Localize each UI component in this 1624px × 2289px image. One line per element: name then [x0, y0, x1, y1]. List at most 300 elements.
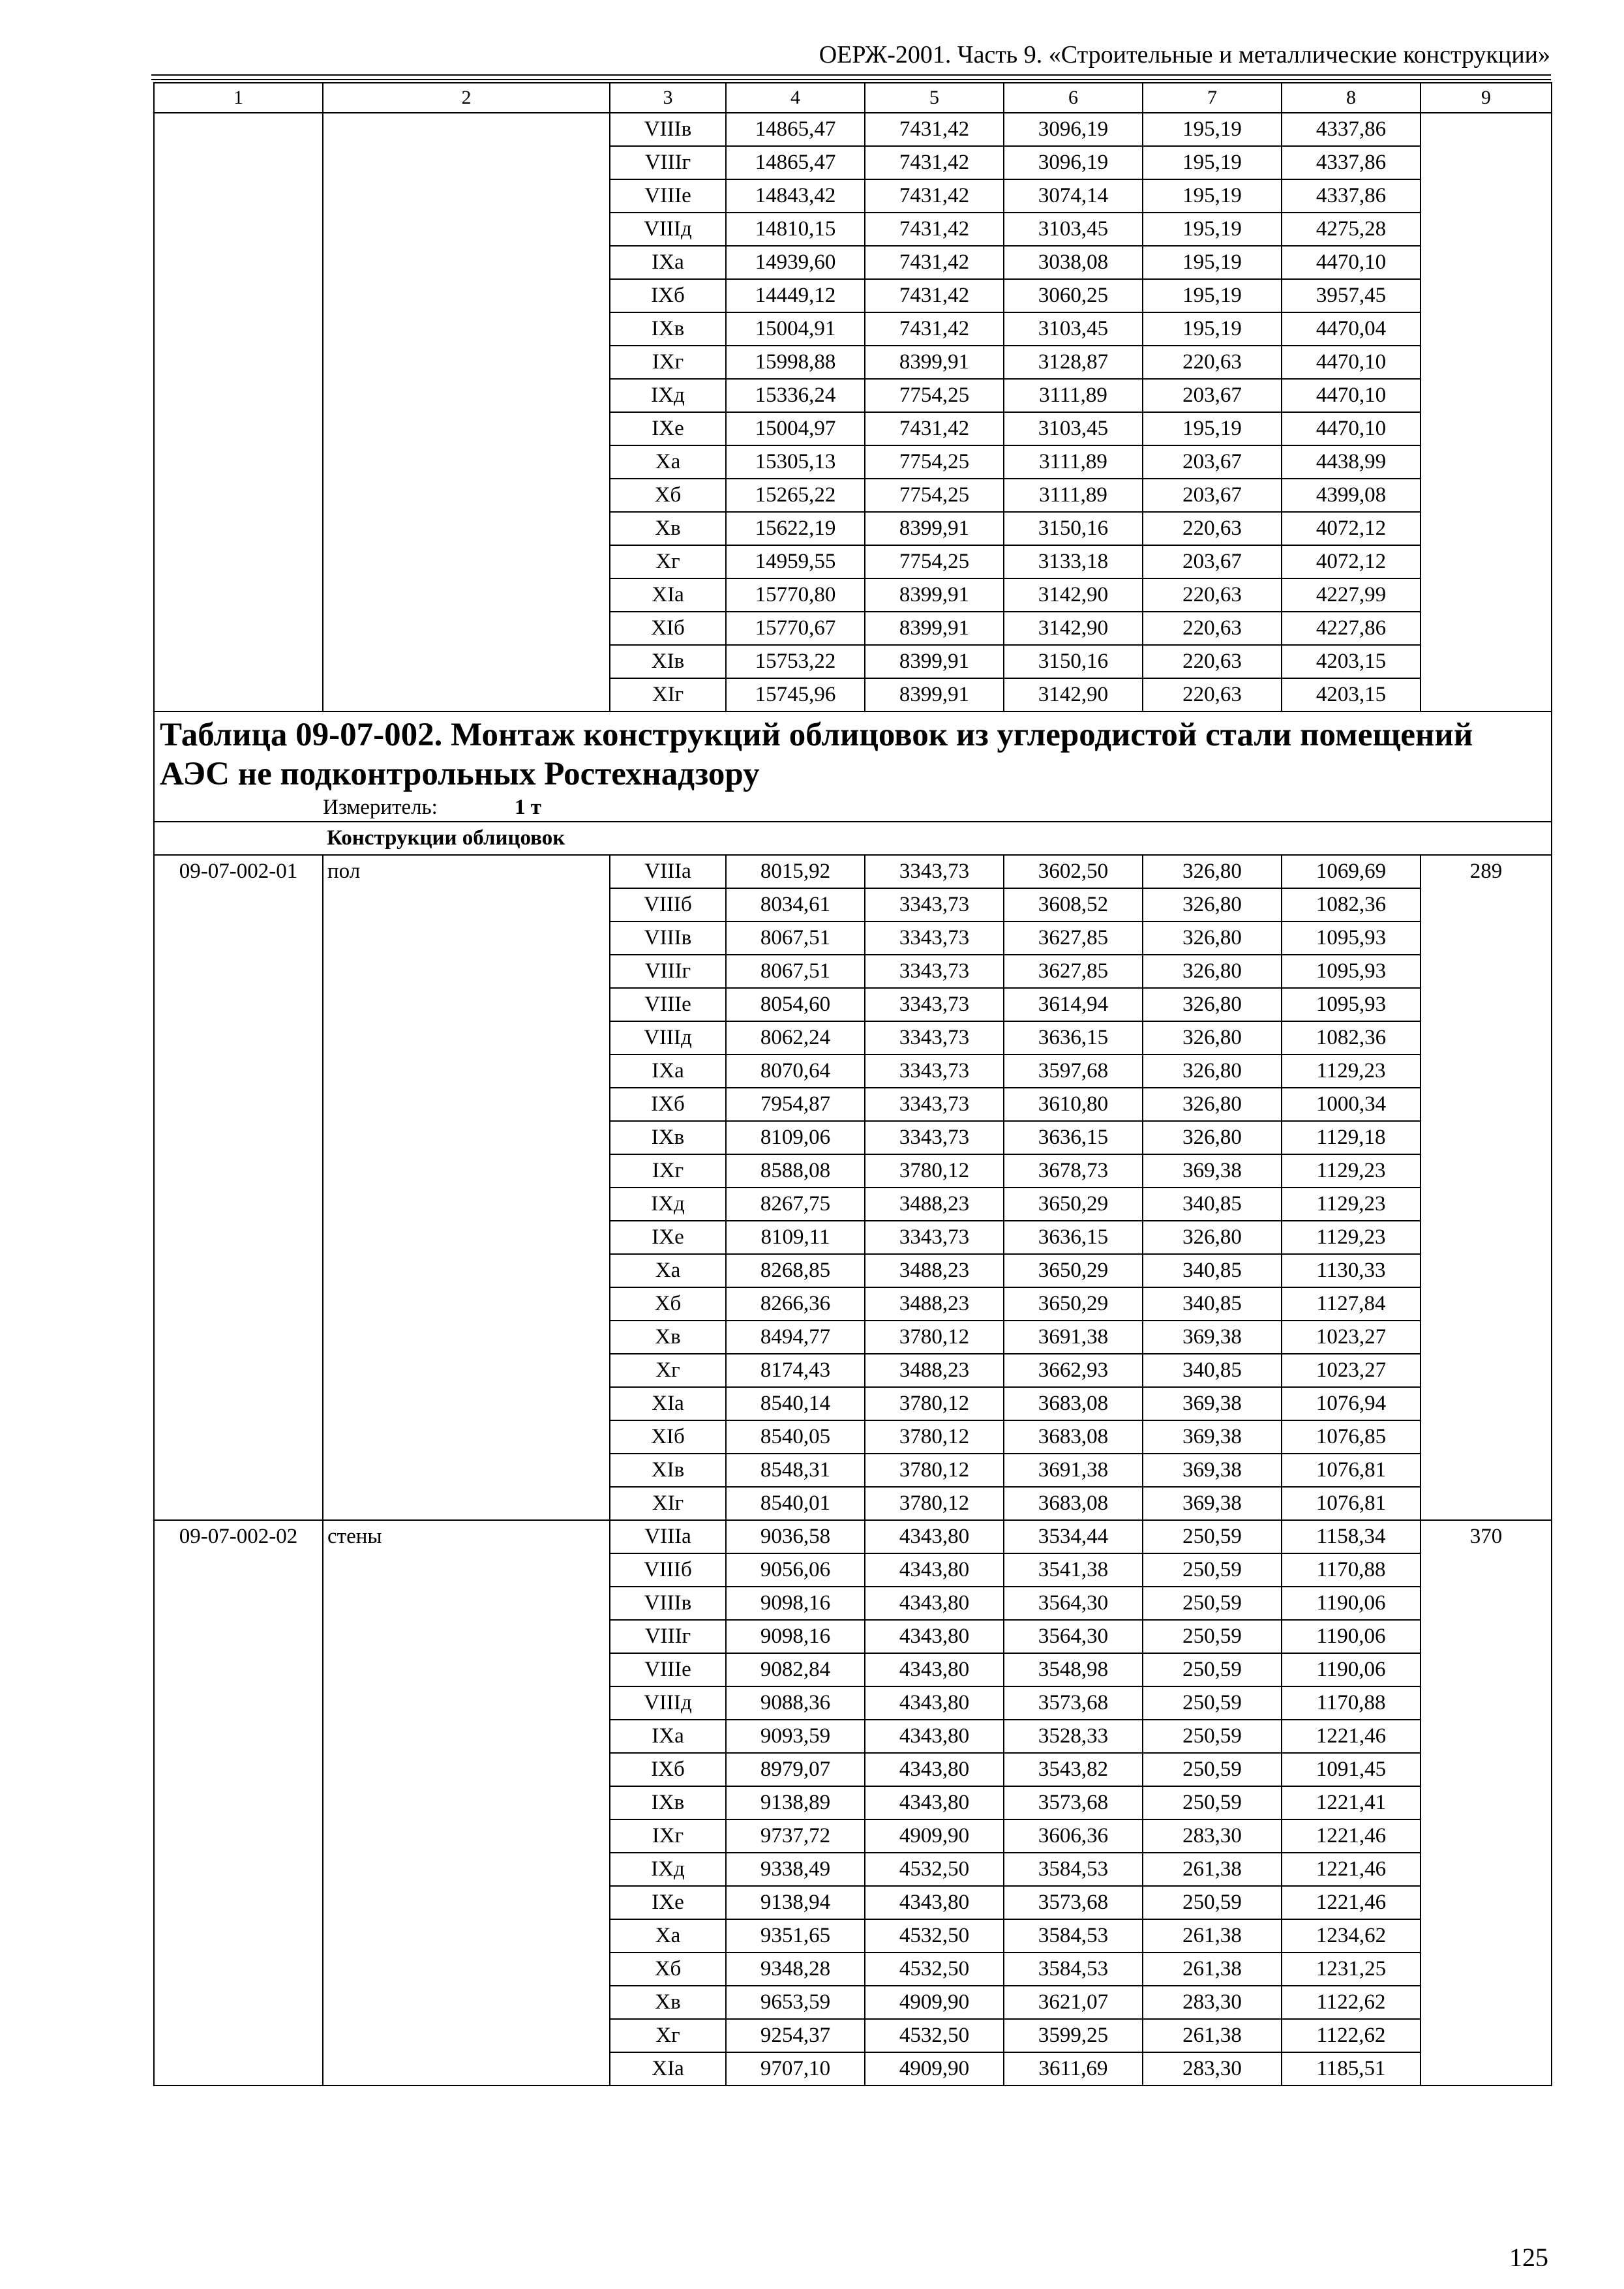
value-cell: 1091,45: [1282, 1753, 1421, 1786]
value-cell: 9707,10: [726, 2052, 865, 2086]
value-cell: 1190,06: [1282, 1620, 1421, 1653]
value-cell: 3534,44: [1004, 1520, 1143, 1553]
column-9-cell: 289: [1421, 855, 1552, 1520]
value-cell: 4470,10: [1282, 412, 1421, 445]
value-cell: 3683,08: [1004, 1487, 1143, 1520]
value-cell: 15305,13: [726, 445, 865, 479]
value-cell: 3627,85: [1004, 921, 1143, 955]
value-cell: 3564,30: [1004, 1620, 1143, 1653]
value-cell: 4337,86: [1282, 146, 1421, 179]
value-cell: 15753,22: [726, 645, 865, 678]
value-cell: 7754,25: [865, 545, 1004, 578]
value-cell: 326,80: [1143, 855, 1282, 888]
value-cell: 3780,12: [865, 1387, 1004, 1420]
value-cell: 3614,94: [1004, 988, 1143, 1021]
value-cell: 9056,06: [726, 1553, 865, 1587]
value-cell: 3111,89: [1004, 445, 1143, 479]
value-cell: 4343,80: [865, 1753, 1004, 1786]
zone-cell: IXв: [610, 312, 726, 346]
page-number: 125: [1509, 2243, 1548, 2272]
value-cell: 1221,41: [1282, 1786, 1421, 1819]
zone-cell: VIIIд: [610, 1021, 726, 1055]
measure-blank: [154, 794, 323, 822]
value-cell: 9082,84: [726, 1653, 865, 1686]
zone-cell: XIб: [610, 1420, 726, 1454]
value-cell: 3038,08: [1004, 246, 1143, 279]
value-cell: 3621,07: [1004, 1986, 1143, 2019]
value-cell: 203,67: [1143, 545, 1282, 578]
zone-cell: VIIIа: [610, 1520, 726, 1553]
value-cell: 1095,93: [1282, 988, 1421, 1021]
value-cell: 4399,08: [1282, 479, 1421, 512]
value-cell: 4438,99: [1282, 445, 1421, 479]
value-cell: 4203,15: [1282, 645, 1421, 678]
value-cell: 326,80: [1143, 921, 1282, 955]
value-cell: 1190,06: [1282, 1587, 1421, 1620]
value-cell: 3111,89: [1004, 479, 1143, 512]
zone-cell: IXд: [610, 1188, 726, 1221]
value-cell: 1069,69: [1282, 855, 1421, 888]
value-cell: 3548,98: [1004, 1653, 1143, 1686]
zone-cell: IXа: [610, 1055, 726, 1088]
value-cell: 220,63: [1143, 346, 1282, 379]
value-cell: 8540,01: [726, 1487, 865, 1520]
zone-cell: Xб: [610, 479, 726, 512]
value-cell: 4337,86: [1282, 113, 1421, 146]
value-cell: 283,30: [1143, 1819, 1282, 1853]
value-cell: 340,85: [1143, 1188, 1282, 1221]
work-name-cell: [323, 113, 610, 711]
measure-cell: [323, 794, 1552, 822]
value-cell: 15770,67: [726, 612, 865, 645]
value-cell: 3584,53: [1004, 1853, 1143, 1886]
measure-row: [154, 794, 1552, 822]
value-cell: 1231,25: [1282, 1952, 1421, 1986]
table-row: [154, 113, 1552, 146]
zone-cell: VIIIб: [610, 888, 726, 921]
zone-cell: VIIIд: [610, 1686, 726, 1720]
rate-code-cell: [154, 113, 323, 711]
zone-cell: IXе: [610, 1221, 726, 1254]
rates-table: [153, 82, 1552, 2086]
header-rule: [151, 79, 1551, 80]
value-cell: 3650,29: [1004, 1254, 1143, 1287]
value-cell: 4337,86: [1282, 179, 1421, 213]
value-cell: 250,59: [1143, 1587, 1282, 1620]
zone-cell: Xб: [610, 1287, 726, 1321]
column-number-row: [154, 83, 1552, 113]
value-cell: 4532,50: [865, 2019, 1004, 2052]
page-header-title: ОЕРЖ-2001. Часть 9. «Строительные и металлические конструкции»: [819, 41, 1550, 68]
value-cell: 283,30: [1143, 1986, 1282, 2019]
value-cell: 340,85: [1143, 1287, 1282, 1321]
zone-cell: Xв: [610, 1321, 726, 1354]
value-cell: 1221,46: [1282, 1720, 1421, 1753]
value-cell: 195,19: [1143, 246, 1282, 279]
header-rule: [151, 74, 1551, 76]
value-cell: 3610,80: [1004, 1088, 1143, 1121]
value-cell: 8054,60: [726, 988, 865, 1021]
value-cell: 3150,16: [1004, 512, 1143, 545]
zone-cell: IXд: [610, 379, 726, 412]
value-cell: 1000,34: [1282, 1088, 1421, 1121]
value-cell: 9093,59: [726, 1720, 865, 1753]
zone-cell: VIIIа: [610, 855, 726, 888]
value-cell: 9098,16: [726, 1620, 865, 1653]
value-cell: 8070,64: [726, 1055, 865, 1088]
value-cell: 8034,61: [726, 888, 865, 921]
section-title: Конструкции облицовок: [323, 822, 1552, 855]
table-title: Таблица 09-07-002. Монтаж конструкций облицовок из углеродистой стали помещений АЭС не подконтрольных Ростехнадзору: [154, 711, 1552, 794]
value-cell: 14843,42: [726, 179, 865, 213]
value-cell: 4072,12: [1282, 512, 1421, 545]
value-cell: 9351,65: [726, 1919, 865, 1952]
value-cell: 3528,33: [1004, 1720, 1143, 1753]
value-cell: 3541,38: [1004, 1553, 1143, 1587]
value-cell: 195,19: [1143, 113, 1282, 146]
value-cell: 4532,50: [865, 1952, 1004, 1986]
value-cell: 3133,18: [1004, 545, 1143, 578]
table-row: [154, 1520, 1552, 1553]
value-cell: 9098,16: [726, 1587, 865, 1620]
value-cell: 1076,81: [1282, 1454, 1421, 1487]
zone-cell: Xв: [610, 1986, 726, 2019]
value-cell: 250,59: [1143, 1753, 1282, 1786]
value-cell: 8015,92: [726, 855, 865, 888]
zone-cell: VIIIе: [610, 1653, 726, 1686]
value-cell: 250,59: [1143, 1786, 1282, 1819]
value-cell: 15998,88: [726, 346, 865, 379]
value-cell: 8062,24: [726, 1021, 865, 1055]
value-cell: 4343,80: [865, 1653, 1004, 1686]
value-cell: 1129,23: [1282, 1055, 1421, 1088]
zone-cell: VIIIг: [610, 1620, 726, 1653]
value-cell: 203,67: [1143, 479, 1282, 512]
zone-cell: IXб: [610, 1753, 726, 1786]
column-number-cell: 6: [1004, 83, 1143, 113]
zone-cell: Xв: [610, 512, 726, 545]
work-name-cell: стены: [323, 1520, 610, 2086]
value-cell: 4343,80: [865, 1553, 1004, 1587]
zone-cell: IXд: [610, 1853, 726, 1886]
value-cell: 14865,47: [726, 146, 865, 179]
value-cell: 3608,52: [1004, 888, 1143, 921]
zone-cell: IXг: [610, 346, 726, 379]
value-cell: 3343,73: [865, 888, 1004, 921]
value-cell: 203,67: [1143, 379, 1282, 412]
value-cell: 369,38: [1143, 1487, 1282, 1520]
value-cell: 250,59: [1143, 1686, 1282, 1720]
zone-cell: Xг: [610, 545, 726, 578]
value-cell: 3103,45: [1004, 312, 1143, 346]
value-cell: 326,80: [1143, 955, 1282, 988]
table-row: [154, 855, 1552, 888]
column-number-cell: 2: [323, 83, 610, 113]
value-cell: 1095,93: [1282, 955, 1421, 988]
value-cell: 15745,96: [726, 678, 865, 711]
work-name-cell: пол: [323, 855, 610, 1520]
value-cell: 3488,23: [865, 1254, 1004, 1287]
value-cell: 9737,72: [726, 1819, 865, 1853]
zone-cell: IXв: [610, 1786, 726, 1819]
value-cell: 220,63: [1143, 645, 1282, 678]
value-cell: 3543,82: [1004, 1753, 1143, 1786]
value-cell: 9138,94: [726, 1886, 865, 1919]
value-cell: 1130,33: [1282, 1254, 1421, 1287]
zone-cell: IXг: [610, 1819, 726, 1853]
value-cell: 1221,46: [1282, 1886, 1421, 1919]
value-cell: 326,80: [1143, 1021, 1282, 1055]
zone-cell: Xг: [610, 2019, 726, 2052]
value-cell: 7431,42: [865, 412, 1004, 445]
value-cell: 3343,73: [865, 1088, 1004, 1121]
value-cell: 8267,75: [726, 1188, 865, 1221]
value-cell: 3650,29: [1004, 1188, 1143, 1221]
zone-cell: Xб: [610, 1952, 726, 1986]
value-cell: 7431,42: [865, 179, 1004, 213]
section-row: [154, 822, 1552, 855]
value-cell: 1190,06: [1282, 1653, 1421, 1686]
value-cell: 8067,51: [726, 921, 865, 955]
value-cell: 15004,97: [726, 412, 865, 445]
zone-cell: IXб: [610, 1088, 726, 1121]
value-cell: 8399,91: [865, 678, 1004, 711]
value-cell: 340,85: [1143, 1354, 1282, 1387]
value-cell: 1082,36: [1282, 1021, 1421, 1055]
value-cell: 4343,80: [865, 1520, 1004, 1553]
value-cell: 14939,60: [726, 246, 865, 279]
value-cell: 8067,51: [726, 955, 865, 988]
value-cell: 4343,80: [865, 1587, 1004, 1620]
zone-cell: VIIIг: [610, 146, 726, 179]
value-cell: 8399,91: [865, 346, 1004, 379]
value-cell: 1185,51: [1282, 2052, 1421, 2086]
value-cell: 3142,90: [1004, 578, 1143, 612]
value-cell: 3957,45: [1282, 279, 1421, 312]
value-cell: 3343,73: [865, 855, 1004, 888]
value-cell: 14865,47: [726, 113, 865, 146]
value-cell: 326,80: [1143, 1088, 1282, 1121]
value-cell: 3611,69: [1004, 2052, 1143, 2086]
measure-label: Измеритель:: [323, 795, 438, 819]
zone-cell: VIIIд: [610, 213, 726, 246]
value-cell: 261,38: [1143, 1952, 1282, 1986]
value-cell: 326,80: [1143, 1221, 1282, 1254]
value-cell: 9036,58: [726, 1520, 865, 1553]
rate-code-cell: 09-07-002-01: [154, 855, 323, 1520]
column-number-cell: 3: [610, 83, 726, 113]
value-cell: 326,80: [1143, 988, 1282, 1021]
value-cell: 261,38: [1143, 2019, 1282, 2052]
value-cell: 1023,27: [1282, 1354, 1421, 1387]
value-cell: 15336,24: [726, 379, 865, 412]
value-cell: 3584,53: [1004, 1919, 1143, 1952]
value-cell: 3691,38: [1004, 1454, 1143, 1487]
value-cell: 4343,80: [865, 1620, 1004, 1653]
value-cell: 220,63: [1143, 512, 1282, 545]
value-cell: 3103,45: [1004, 213, 1143, 246]
value-cell: 3573,68: [1004, 1786, 1143, 1819]
table-title-row: [154, 711, 1552, 794]
value-cell: 9088,36: [726, 1686, 865, 1720]
value-cell: 1076,94: [1282, 1387, 1421, 1420]
value-cell: 3691,38: [1004, 1321, 1143, 1354]
value-cell: 326,80: [1143, 1055, 1282, 1088]
value-cell: 7431,42: [865, 213, 1004, 246]
value-cell: 8174,43: [726, 1354, 865, 1387]
zone-cell: XIа: [610, 578, 726, 612]
value-cell: 1076,81: [1282, 1487, 1421, 1520]
zone-cell: XIг: [610, 678, 726, 711]
value-cell: 4532,50: [865, 1919, 1004, 1952]
zone-cell: XIа: [610, 2052, 726, 2086]
value-cell: 1129,23: [1282, 1188, 1421, 1221]
value-cell: 3343,73: [865, 988, 1004, 1021]
value-cell: 4909,90: [865, 1986, 1004, 2019]
value-cell: 4343,80: [865, 1886, 1004, 1919]
value-cell: 250,59: [1143, 1720, 1282, 1753]
zone-cell: XIб: [610, 612, 726, 645]
value-cell: 3343,73: [865, 921, 1004, 955]
value-cell: 3597,68: [1004, 1055, 1143, 1088]
value-cell: 3599,25: [1004, 2019, 1143, 2052]
zone-cell: XIв: [610, 645, 726, 678]
value-cell: 15622,19: [726, 512, 865, 545]
value-cell: 326,80: [1143, 888, 1282, 921]
zone-cell: IXе: [610, 412, 726, 445]
value-cell: 195,19: [1143, 279, 1282, 312]
value-cell: 3650,29: [1004, 1287, 1143, 1321]
zone-cell: Xа: [610, 1254, 726, 1287]
value-cell: 9338,49: [726, 1853, 865, 1886]
value-cell: 3636,15: [1004, 1021, 1143, 1055]
value-cell: 4532,50: [865, 1853, 1004, 1886]
value-cell: 14810,15: [726, 213, 865, 246]
value-cell: 220,63: [1143, 678, 1282, 711]
value-cell: 195,19: [1143, 213, 1282, 246]
value-cell: 283,30: [1143, 2052, 1282, 2086]
value-cell: 3683,08: [1004, 1420, 1143, 1454]
value-cell: 1129,18: [1282, 1121, 1421, 1154]
value-cell: 1122,62: [1282, 1986, 1421, 2019]
value-cell: 3564,30: [1004, 1587, 1143, 1620]
value-cell: 9348,28: [726, 1952, 865, 1986]
value-cell: 3343,73: [865, 1021, 1004, 1055]
value-cell: 3780,12: [865, 1321, 1004, 1354]
value-cell: 3343,73: [865, 1055, 1004, 1088]
value-cell: 4343,80: [865, 1686, 1004, 1720]
value-cell: 4343,80: [865, 1786, 1004, 1819]
section-blank: [154, 822, 323, 855]
value-cell: 1221,46: [1282, 1853, 1421, 1886]
value-cell: 3074,14: [1004, 179, 1143, 213]
value-cell: 3150,16: [1004, 645, 1143, 678]
column-number-cell: 8: [1282, 83, 1421, 113]
value-cell: 8399,91: [865, 612, 1004, 645]
value-cell: 3103,45: [1004, 412, 1143, 445]
value-cell: 326,80: [1143, 1121, 1282, 1154]
value-cell: 8109,06: [726, 1121, 865, 1154]
value-cell: 369,38: [1143, 1387, 1282, 1420]
value-cell: 8399,91: [865, 512, 1004, 545]
value-cell: 195,19: [1143, 146, 1282, 179]
zone-cell: IXб: [610, 279, 726, 312]
value-cell: 369,38: [1143, 1321, 1282, 1354]
zone-cell: VIIIв: [610, 1587, 726, 1620]
value-cell: 15004,91: [726, 312, 865, 346]
value-cell: 3636,15: [1004, 1121, 1143, 1154]
value-cell: 1023,27: [1282, 1321, 1421, 1354]
value-cell: 261,38: [1143, 1853, 1282, 1886]
value-cell: 9138,89: [726, 1786, 865, 1819]
value-cell: 3142,90: [1004, 612, 1143, 645]
value-cell: 7754,25: [865, 479, 1004, 512]
value-cell: 9254,37: [726, 2019, 865, 2052]
value-cell: 7431,42: [865, 279, 1004, 312]
zone-cell: VIIIб: [610, 1553, 726, 1587]
zone-cell: Xа: [610, 1919, 726, 1952]
zone-cell: IXв: [610, 1121, 726, 1154]
measure-value: 1 т: [515, 795, 541, 819]
zone-cell: Xг: [610, 1354, 726, 1387]
value-cell: 8268,85: [726, 1254, 865, 1287]
zone-cell: XIг: [610, 1487, 726, 1520]
zone-cell: IXа: [610, 246, 726, 279]
value-cell: 8109,11: [726, 1221, 865, 1254]
value-cell: 3488,23: [865, 1188, 1004, 1221]
value-cell: 3683,08: [1004, 1387, 1143, 1420]
value-cell: 8399,91: [865, 645, 1004, 678]
value-cell: 8266,36: [726, 1287, 865, 1321]
value-cell: 195,19: [1143, 412, 1282, 445]
zone-cell: VIIIг: [610, 955, 726, 988]
value-cell: 369,38: [1143, 1420, 1282, 1454]
value-cell: 3573,68: [1004, 1686, 1143, 1720]
value-cell: 8540,05: [726, 1420, 865, 1454]
value-cell: 8979,07: [726, 1753, 865, 1786]
value-cell: 250,59: [1143, 1653, 1282, 1686]
column-number-cell: 4: [726, 83, 865, 113]
value-cell: 4470,10: [1282, 246, 1421, 279]
value-cell: 15770,80: [726, 578, 865, 612]
zone-cell: VIIIв: [610, 113, 726, 146]
value-cell: 3584,53: [1004, 1952, 1143, 1986]
value-cell: 4227,99: [1282, 578, 1421, 612]
value-cell: 1234,62: [1282, 1919, 1421, 1952]
value-cell: 8494,77: [726, 1321, 865, 1354]
value-cell: 4909,90: [865, 2052, 1004, 2086]
value-cell: 3096,19: [1004, 113, 1143, 146]
zone-cell: VIIIе: [610, 179, 726, 213]
value-cell: 1095,93: [1282, 921, 1421, 955]
value-cell: 195,19: [1143, 179, 1282, 213]
value-cell: 4343,80: [865, 1720, 1004, 1753]
column-number-cell: 7: [1143, 83, 1282, 113]
zone-cell: VIIIе: [610, 988, 726, 1021]
zone-cell: XIв: [610, 1454, 726, 1487]
column-9-cell: 370: [1421, 1520, 1552, 2086]
value-cell: 3678,73: [1004, 1154, 1143, 1188]
zone-cell: Xа: [610, 445, 726, 479]
value-cell: 3343,73: [865, 955, 1004, 988]
value-cell: 15265,22: [726, 479, 865, 512]
value-cell: 220,63: [1143, 578, 1282, 612]
value-cell: 3573,68: [1004, 1886, 1143, 1919]
value-cell: 3606,36: [1004, 1819, 1143, 1853]
value-cell: 1122,62: [1282, 2019, 1421, 2052]
value-cell: 3780,12: [865, 1487, 1004, 1520]
value-cell: 1221,46: [1282, 1819, 1421, 1853]
